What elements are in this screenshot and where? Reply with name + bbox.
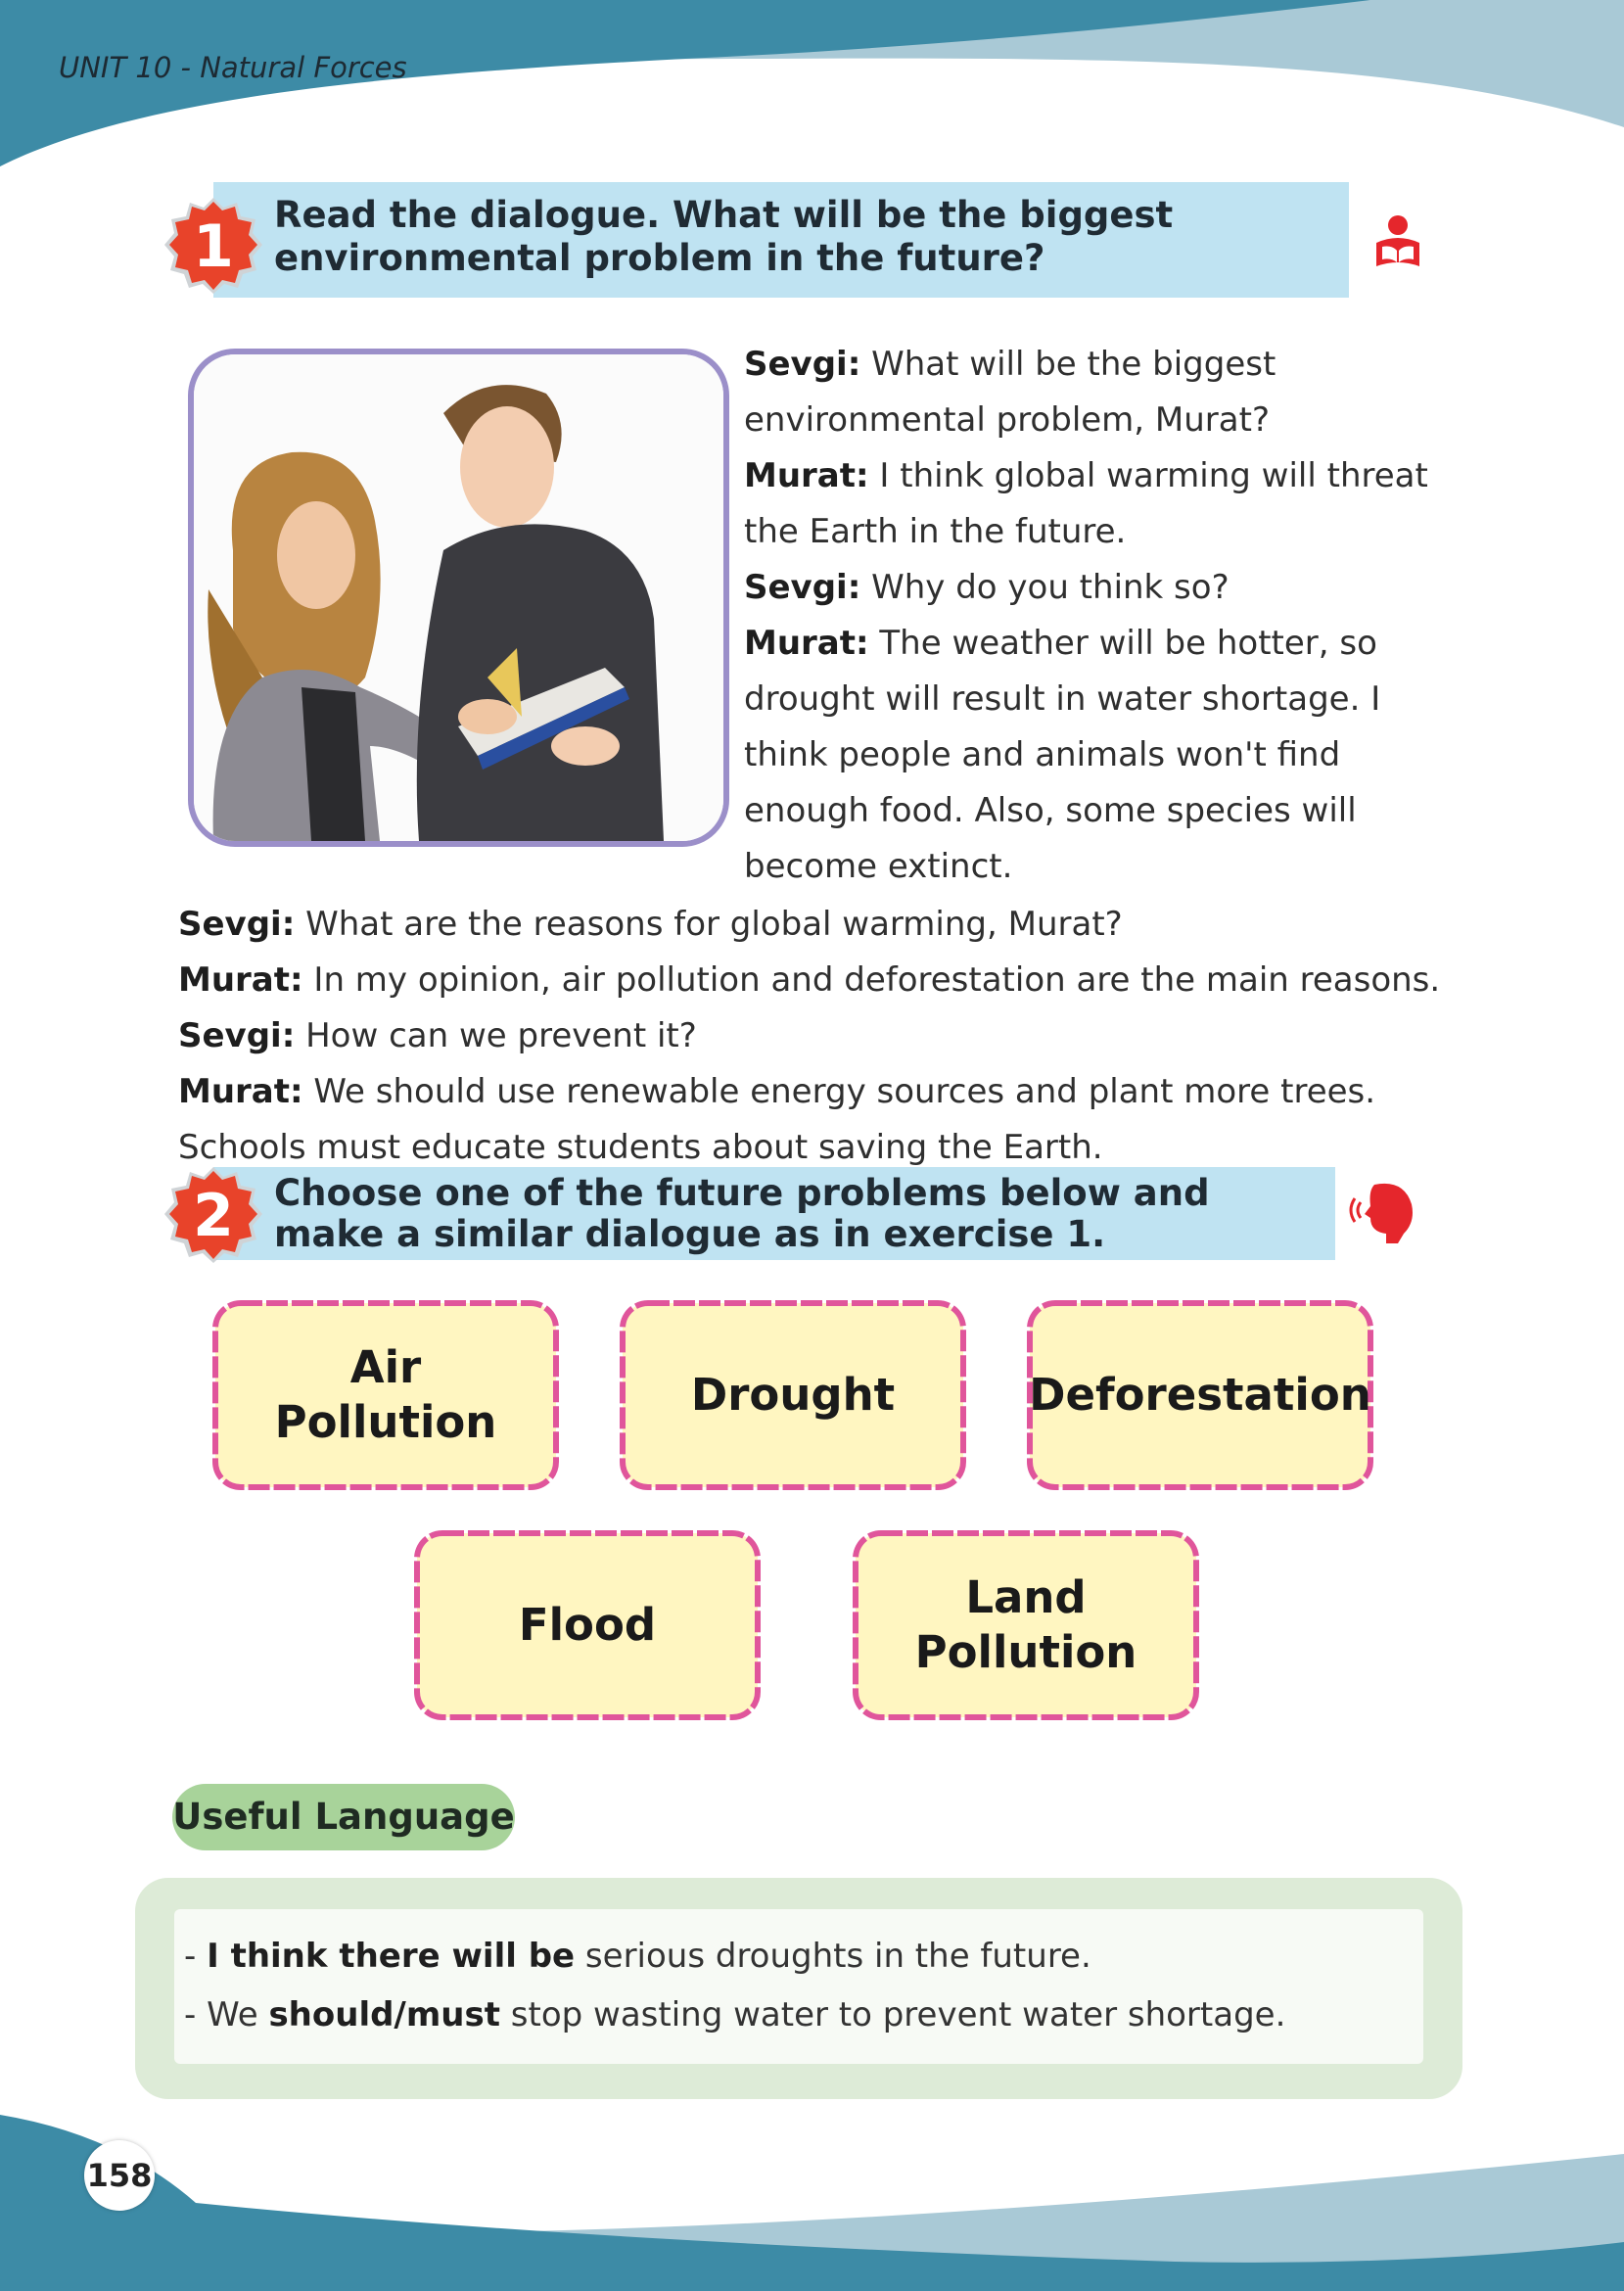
- footer-band: [0, 2095, 1624, 2291]
- dialogue-line: [744, 560, 1449, 616]
- speaker-name: Sevgi:: [178, 1016, 296, 1055]
- dialogue-line: [744, 337, 1449, 448]
- problem-card-flood[interactable]: [411, 1527, 764, 1723]
- speaker-name: Murat:: [178, 960, 303, 1000]
- problem-card-label: Flood: [518, 1599, 657, 1651]
- useful-language-pill: [172, 1784, 515, 1850]
- dialogue-text: Why do you think so?: [860, 568, 1230, 607]
- speaker-name: Sevgi:: [178, 905, 296, 944]
- task2-number: 2: [193, 1182, 234, 1250]
- useful-language-line: - I think there will be serious droughts in the future.: [184, 1937, 1091, 1976]
- problem-card-drought[interactable]: [617, 1297, 969, 1493]
- dialogue-right-column: [744, 337, 1449, 895]
- page-number: 158: [84, 2140, 155, 2211]
- speaker-name: Sevgi:: [744, 345, 861, 384]
- task1-number: 1: [193, 212, 234, 281]
- dialogue-line: [178, 1064, 1451, 1176]
- dialogue-full-width: [178, 897, 1451, 1176]
- speaker-name: Murat:: [744, 624, 869, 663]
- problem-card-land-pollution[interactable]: [850, 1527, 1202, 1723]
- dialogue-text: I think global warming will threat the Earth in the future.: [744, 456, 1428, 551]
- task2-instruction: Choose one of the future problems below and make a similar dialogue as in exercise 1.: [274, 1172, 1210, 1255]
- dialogue-text: What are the reasons for global warming, Murat?: [295, 905, 1123, 944]
- speaking-head-icon: [1347, 1175, 1417, 1245]
- dialogue-text: The weather will be hotter, so drought will result in water shortage. I think people and animals won't find enough food. Also, some species will become extinct.: [744, 624, 1381, 886]
- problem-card-air-pollution[interactable]: [209, 1297, 562, 1493]
- dialogue-line: [178, 897, 1451, 953]
- dialogue-line: [178, 1008, 1451, 1064]
- unit-title: UNIT 10 - Natural Forces: [59, 51, 407, 84]
- reading-person-icon: [1370, 213, 1425, 274]
- problem-card-label: Air Pollution: [274, 1341, 497, 1448]
- useful-language-content: [174, 1909, 1423, 2064]
- task1-instruction: Read the dialogue. What will be the biggest environmental problem in the future?: [274, 194, 1174, 279]
- dialogue-text: In my opinion, air pollution and deforestation are the main reasons.: [302, 960, 1441, 1000]
- useful-language-line: - We should/must stop wasting water to prevent water shortage.: [184, 1995, 1286, 2034]
- dialogue-text: We should use renewable energy sources and plant more trees. Schools must educate students about saving the Earth.: [178, 1072, 1376, 1167]
- problem-card-label: Drought: [690, 1369, 896, 1421]
- dialogue-text: How can we prevent it?: [295, 1016, 697, 1055]
- task2-number-badge: [162, 1165, 264, 1267]
- task2-banner: [213, 1167, 1335, 1260]
- task1-number-badge: [162, 196, 264, 298]
- header-band: [0, 0, 1624, 196]
- dialogue-photo: [188, 349, 729, 847]
- dialogue-text: What will be the biggest environmental problem, Murat?: [744, 345, 1276, 440]
- speaker-name: Sevgi:: [744, 568, 861, 607]
- useful-language-title: Useful Language: [172, 1796, 515, 1838]
- dialogue-line: [178, 953, 1451, 1008]
- speaker-name: Murat:: [744, 456, 869, 495]
- task1-banner: [213, 182, 1349, 298]
- speaker-name: Murat:: [178, 1072, 303, 1111]
- problem-card-label: Deforestation: [1029, 1369, 1371, 1421]
- problem-card-label: Land Pollution: [914, 1571, 1137, 1678]
- problem-card-deforestation[interactable]: [1024, 1297, 1376, 1493]
- dialogue-line: [744, 616, 1449, 895]
- dialogue-line: [744, 448, 1449, 560]
- students-illustration: [194, 354, 723, 841]
